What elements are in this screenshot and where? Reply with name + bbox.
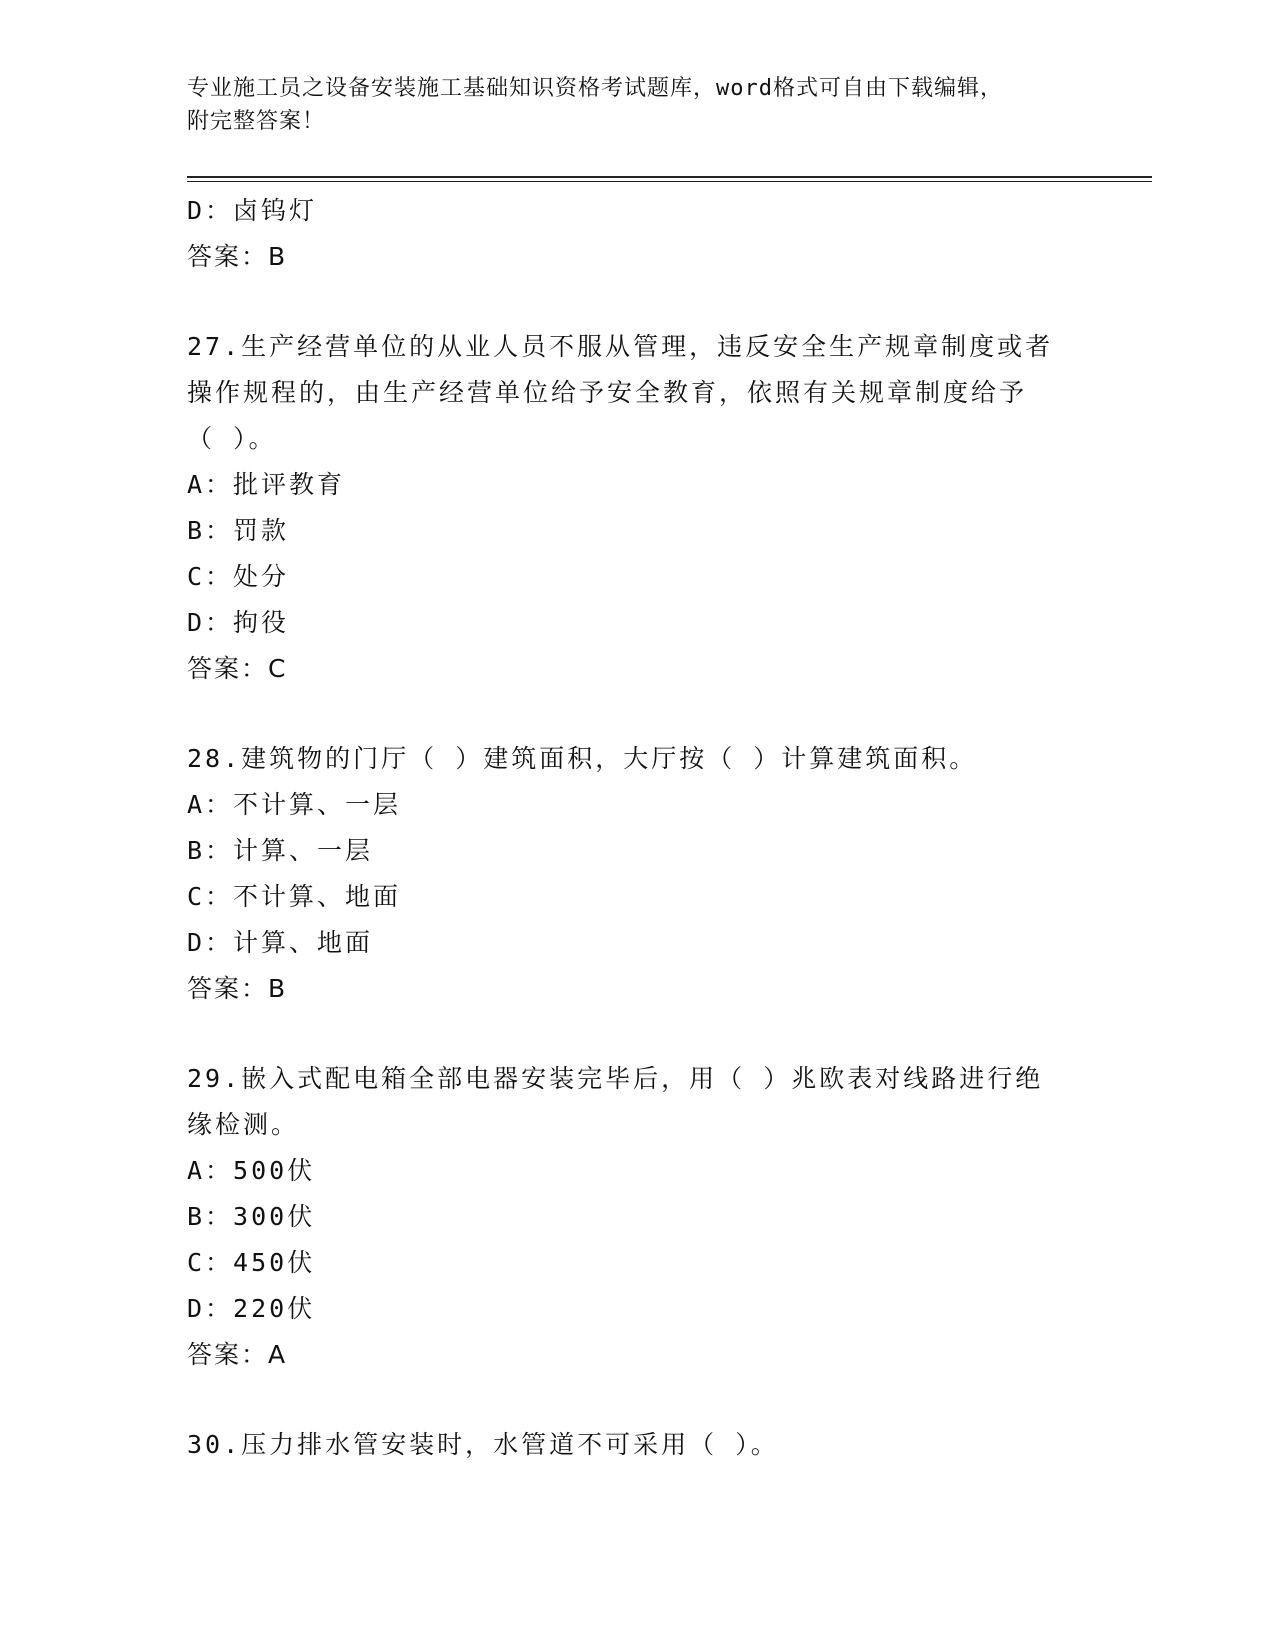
- header-divider-thin: [187, 181, 1152, 182]
- answer-line: 答案：A: [187, 1340, 288, 1369]
- question-text-line: 缘检测。: [187, 1110, 300, 1139]
- option-b: B：计算、一层: [187, 836, 374, 865]
- option-d: D：拘役: [187, 608, 290, 637]
- header-divider-thick: [187, 176, 1152, 178]
- option-b: B：罚款: [187, 516, 290, 545]
- answer-line: 答案：B: [187, 974, 288, 1003]
- header-line-2: 附完整答案！: [187, 109, 326, 134]
- option-d: D：计算、地面: [187, 928, 374, 957]
- header-line-1: 专业施工员之设备安装施工基础知识资格考试题库，word格式可自由下载编辑，: [187, 76, 1003, 101]
- spacer: [187, 692, 1087, 736]
- question-30: [187, 1422, 1087, 1468]
- option-c: C：450伏: [187, 1248, 316, 1277]
- option-b: B：300伏: [187, 1202, 316, 1231]
- option-a: A：500伏: [187, 1156, 316, 1185]
- question-text-line: 28.建筑物的门厅（ ）建筑面积，大厅按（ ）计算建筑面积。: [187, 744, 978, 773]
- answer-line: 答案：B: [187, 242, 288, 271]
- option-d: D：卤钨灯: [187, 196, 318, 225]
- question-26-tail: [187, 188, 1087, 280]
- question-29: [187, 1056, 1087, 1378]
- answer-line: 答案：C: [187, 654, 288, 683]
- option-c: C：处分: [187, 562, 290, 591]
- option-a: A：不计算、一层: [187, 790, 402, 819]
- option-c: C：不计算、地面: [187, 882, 402, 911]
- option-a: A：批评教育: [187, 470, 346, 499]
- spacer: [187, 1378, 1087, 1422]
- spacer: [187, 1012, 1087, 1056]
- option-d: D：220伏: [187, 1294, 316, 1323]
- question-text-line: 29.嵌入式配电箱全部电器安装完毕后，用（ ）兆欧表对线路进行绝: [187, 1064, 1044, 1093]
- question-text-line: 操作规程的，由生产经营单位给予安全教育，依照有关规章制度给予: [187, 378, 1028, 407]
- question-text-line: 27.生产经营单位的从业人员不服从管理，违反安全生产规章制度或者: [187, 332, 1054, 361]
- spacer: [187, 280, 1087, 324]
- question-27: [187, 324, 1087, 692]
- document-header: [187, 72, 1087, 138]
- question-list: [187, 188, 1087, 1468]
- question-28: [187, 736, 1087, 1012]
- question-text-line: 30.压力排水管安装时，水管道不可采用（ ）。: [187, 1430, 779, 1459]
- question-text-line: （ ）。: [187, 424, 277, 453]
